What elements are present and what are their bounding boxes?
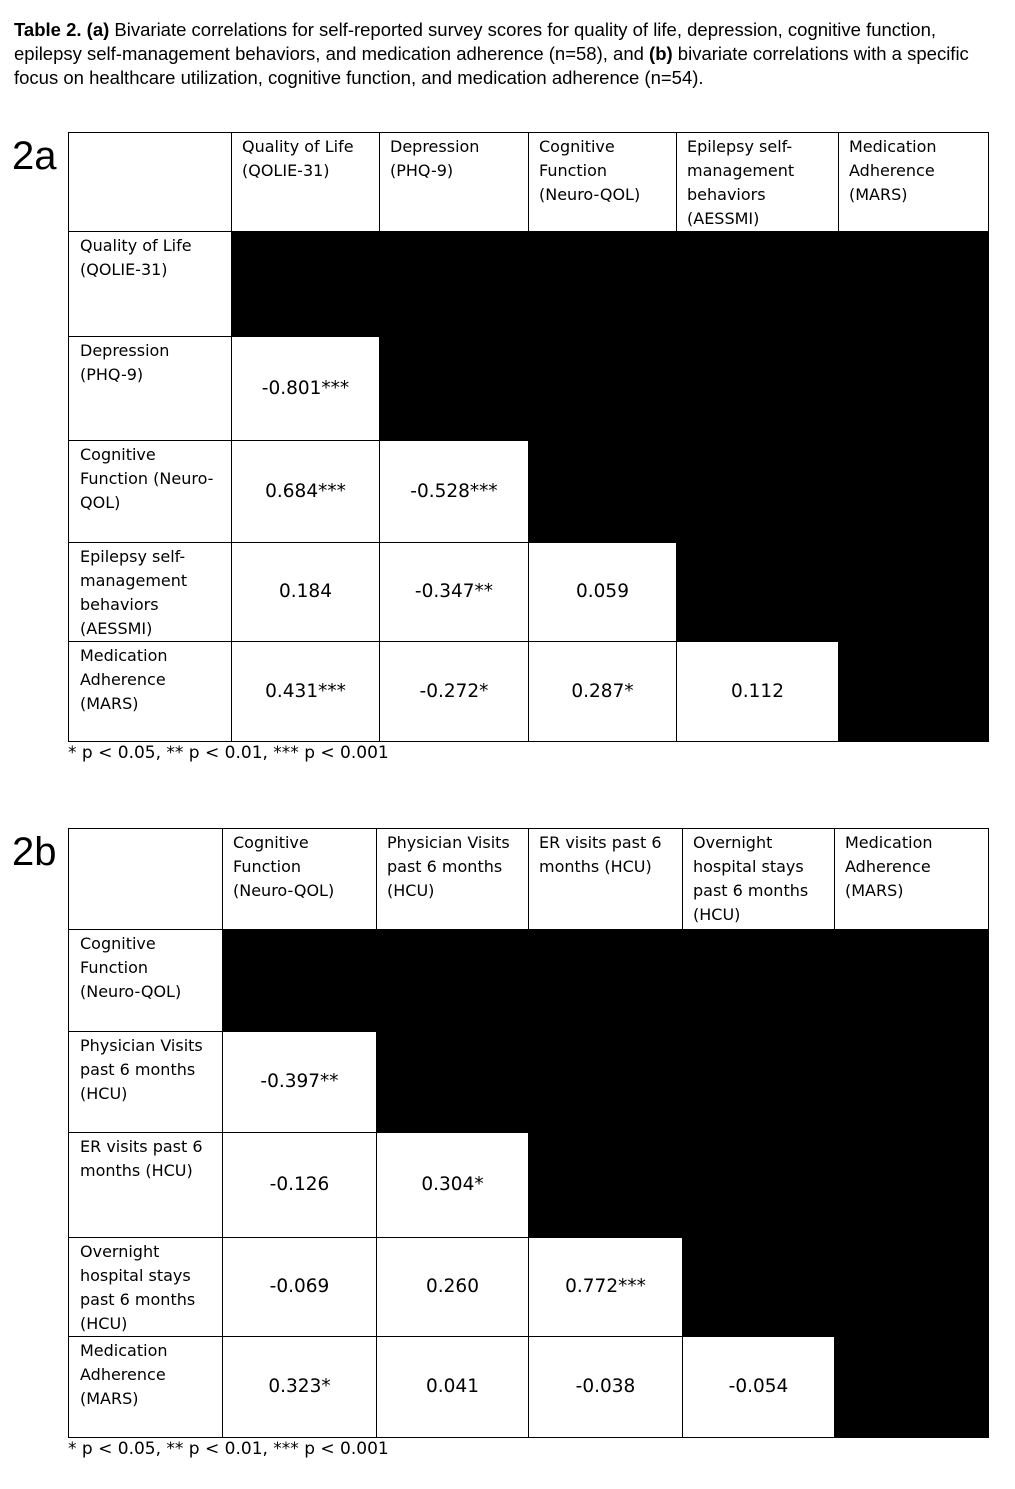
masked-cell: [677, 441, 839, 543]
row-header: ER visits past 6 months (HCU): [69, 1133, 223, 1238]
masked-cell: [683, 930, 835, 1032]
caption-table-label: Table 2.: [14, 19, 82, 40]
row-header: Medication Adherence (MARS): [69, 642, 232, 742]
table-row: [69, 1337, 989, 1438]
table-corner: [69, 829, 223, 930]
masked-cell: [835, 1238, 989, 1337]
correlation-table-2b: [68, 828, 989, 1438]
table-header-row: [69, 133, 989, 232]
table-row: [69, 930, 989, 1032]
masked-cell: [683, 1238, 835, 1337]
row-header: Medication Adherence (MARS): [69, 1337, 223, 1438]
masked-cell: [835, 930, 989, 1032]
correlation-value: 0.323*: [223, 1337, 377, 1438]
caption-b-label: (b): [649, 43, 673, 64]
row-header: Epilepsy self-management behaviors (AESSMI): [69, 543, 232, 642]
column-header: Medication Adherence (MARS): [839, 133, 989, 232]
masked-cell: [223, 930, 377, 1032]
masked-cell: [529, 1032, 683, 1133]
correlation-value: 0.287*: [529, 642, 677, 742]
column-header: Depression (PHQ-9): [380, 133, 529, 232]
correlation-value: 0.431***: [232, 642, 380, 742]
table-row: [69, 1238, 989, 1337]
correlation-value: -0.272*: [380, 642, 529, 742]
correlation-value: -0.347**: [380, 543, 529, 642]
column-header: Physician Visits past 6 months (HCU): [377, 829, 529, 930]
table-row: [69, 337, 989, 441]
masked-cell: [529, 930, 683, 1032]
table-row: [69, 543, 989, 642]
correlation-value: -0.801***: [232, 337, 380, 441]
table-header-row: [69, 829, 989, 930]
masked-cell: [835, 1032, 989, 1133]
significance-footnote-2a: * p < 0.05, ** p < 0.01, *** p < 0.001: [68, 743, 389, 763]
masked-cell: [380, 337, 529, 441]
correlation-value: 0.112: [677, 642, 839, 742]
column-header: Overnight hospital stays past 6 months (HCU): [683, 829, 835, 930]
column-header: Cognitive Function (Neuro-QOL): [529, 133, 677, 232]
table-row: [69, 642, 989, 742]
caption-a-text: Bivariate correlations for self-reported survey scores for quality of life, depression, cognitive function, epilepsy self-management behaviors, and medication adherence (n=58), and: [14, 19, 936, 64]
correlation-value: -0.528***: [380, 441, 529, 543]
table-row: [69, 441, 989, 543]
masked-cell: [839, 337, 989, 441]
correlation-value: 0.184: [232, 543, 380, 642]
correlation-value: 0.304*: [377, 1133, 529, 1238]
masked-cell: [380, 232, 529, 337]
masked-cell: [529, 1133, 683, 1238]
correlation-value: 0.041: [377, 1337, 529, 1438]
masked-cell: [835, 1337, 989, 1438]
masked-cell: [529, 441, 677, 543]
caption-a-label: (a): [86, 19, 110, 40]
correlation-value: 0.684***: [232, 441, 380, 543]
correlation-value: 0.059: [529, 543, 677, 642]
table-row: [69, 232, 989, 337]
panel-label-2b: 2b: [12, 830, 57, 874]
table-caption: [14, 18, 1004, 90]
correlation-value: -0.038: [529, 1337, 683, 1438]
correlation-value: -0.126: [223, 1133, 377, 1238]
table-row: [69, 1032, 989, 1133]
masked-cell: [839, 232, 989, 337]
column-header: Cognitive Function (Neuro-QOL): [223, 829, 377, 930]
correlation-table-2a: [68, 132, 989, 742]
masked-cell: [232, 232, 380, 337]
row-header: Depression (PHQ-9): [69, 337, 232, 441]
row-header: Cognitive Function (Neuro-QOL): [69, 930, 223, 1032]
row-header: Overnight hospital stays past 6 months (HCU): [69, 1238, 223, 1337]
masked-cell: [839, 441, 989, 543]
masked-cell: [677, 232, 839, 337]
masked-cell: [835, 1133, 989, 1238]
masked-cell: [677, 543, 839, 642]
masked-cell: [683, 1133, 835, 1238]
caption-b-text: bivariate correlations with a specific focus on healthcare utilization, cognitive function, and medication adherence (n=54).: [14, 43, 969, 88]
masked-cell: [377, 1032, 529, 1133]
masked-cell: [683, 1032, 835, 1133]
row-header: Quality of Life (QOLIE-31): [69, 232, 232, 337]
row-header: Physician Visits past 6 months (HCU): [69, 1032, 223, 1133]
masked-cell: [677, 337, 839, 441]
panel-label-2a: 2a: [12, 134, 57, 178]
masked-cell: [529, 232, 677, 337]
row-header: Cognitive Function (Neuro-QOL): [69, 441, 232, 543]
masked-cell: [529, 337, 677, 441]
table-corner: [69, 133, 232, 232]
column-header: Quality of Life (QOLIE-31): [232, 133, 380, 232]
correlation-value: 0.260: [377, 1238, 529, 1337]
column-header: Epilepsy self-management behaviors (AESSMI): [677, 133, 839, 232]
correlation-value: -0.397**: [223, 1032, 377, 1133]
masked-cell: [839, 642, 989, 742]
table-row: [69, 1133, 989, 1238]
column-header: ER visits past 6 months (HCU): [529, 829, 683, 930]
correlation-value: -0.054: [683, 1337, 835, 1438]
significance-footnote-2b: * p < 0.05, ** p < 0.01, *** p < 0.001: [68, 1439, 389, 1459]
correlation-value: -0.069: [223, 1238, 377, 1337]
masked-cell: [839, 543, 989, 642]
correlation-value: 0.772***: [529, 1238, 683, 1337]
masked-cell: [377, 930, 529, 1032]
column-header: Medication Adherence (MARS): [835, 829, 989, 930]
